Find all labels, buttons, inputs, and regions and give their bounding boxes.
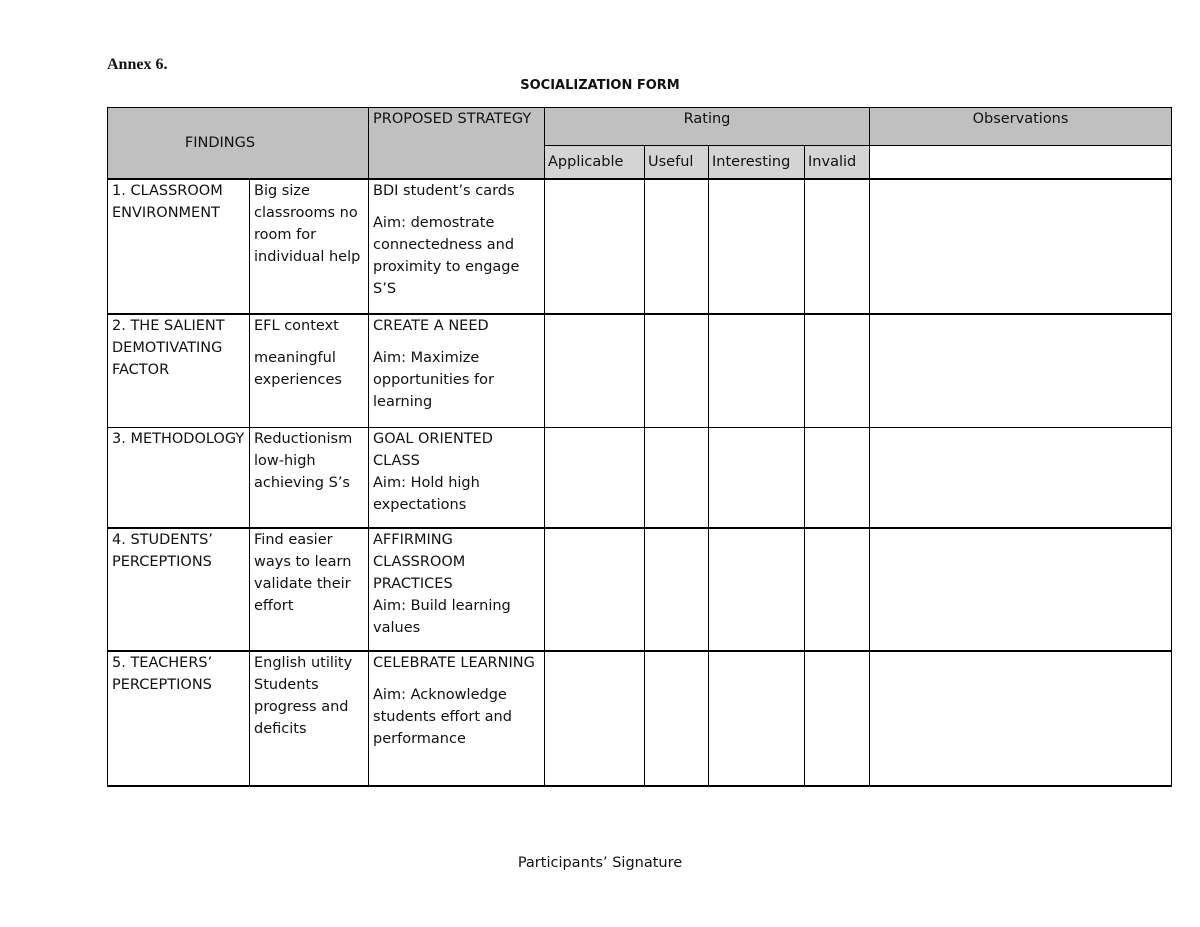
finding-cell: 2. THE SALIENT DEMOTIVATING FACTOR (108, 314, 250, 427)
finding-detail-cell: Find easier ways to learn validate their effort (250, 528, 369, 651)
observations-cell[interactable] (870, 179, 1172, 314)
rating-useful-cell[interactable] (645, 427, 709, 528)
table-row (108, 314, 1172, 427)
finding-cell: 5. TEACHERS’ PERCEPTIONS (108, 651, 250, 786)
findings-header: FINDINGS (108, 108, 369, 180)
rating-interesting-cell[interactable] (709, 314, 805, 427)
form-title: SOCIALIZATION FORM (520, 78, 680, 93)
observations-cell[interactable] (870, 651, 1172, 786)
rating-invalid-cell[interactable] (805, 179, 870, 314)
observations-header: Observations (870, 108, 1172, 146)
finding-detail-cell: Big size classrooms no room for individual help (250, 179, 369, 314)
rating-interesting-cell[interactable] (709, 528, 805, 651)
observations-cell[interactable] (870, 314, 1172, 427)
strategy-cell: AFFIRMING CLASSROOM PRACTICES Aim: Build learning values (369, 528, 545, 651)
finding-cell: 4. STUDENTS’ PERCEPTIONS (108, 528, 250, 651)
strategy-cell: BDI student’s cards Aim: demostrate connectedness and proximity to engage S’S (369, 179, 545, 314)
table-row (108, 651, 1172, 786)
rating-interesting-cell[interactable] (709, 427, 805, 528)
rating-invalid-cell[interactable] (805, 651, 870, 786)
signature-label: Participants’ Signature (517, 855, 683, 871)
rating-useful-cell[interactable] (645, 528, 709, 651)
rating-useful-header: Useful (645, 146, 709, 180)
rating-applicable-cell[interactable] (545, 528, 645, 651)
rating-header: Rating (545, 108, 870, 146)
strategy-cell: GOAL ORIENTED CLASS Aim: Hold high expectations (369, 427, 545, 528)
rating-useful-cell[interactable] (645, 314, 709, 427)
finding-detail-cell: EFL context meaningful experiences (250, 314, 369, 427)
observations-subheader (870, 146, 1172, 180)
rating-applicable-header: Applicable (545, 146, 645, 180)
rating-interesting-cell[interactable] (709, 651, 805, 786)
observations-cell[interactable] (870, 528, 1172, 651)
rating-invalid-cell[interactable] (805, 528, 870, 651)
finding-cell: 1. CLASSROOM ENVIRONMENT (108, 179, 250, 314)
finding-cell: 3. METHODOLOGY (108, 427, 250, 528)
rating-applicable-cell[interactable] (545, 427, 645, 528)
rating-interesting-header: Interesting (709, 146, 805, 180)
finding-detail-cell: English utility Students progress and deficits (250, 651, 369, 786)
strategy-cell: CREATE A NEED Aim: Maximize opportunities for learning (369, 314, 545, 427)
socialization-table (107, 107, 1172, 787)
rating-applicable-cell[interactable] (545, 651, 645, 786)
strategy-header: PROPOSED STRATEGY (369, 108, 545, 180)
table-row (108, 528, 1172, 651)
rating-invalid-cell[interactable] (805, 314, 870, 427)
finding-detail-cell: Reductionism low-high achieving S’s (250, 427, 369, 528)
observations-cell[interactable] (870, 427, 1172, 528)
annex-label: Annex 6. (107, 56, 168, 73)
table-row (108, 179, 1172, 314)
rating-invalid-header: Invalid (805, 146, 870, 180)
rating-useful-cell[interactable] (645, 651, 709, 786)
rating-useful-cell[interactable] (645, 179, 709, 314)
rating-invalid-cell[interactable] (805, 427, 870, 528)
rating-interesting-cell[interactable] (709, 179, 805, 314)
rating-applicable-cell[interactable] (545, 314, 645, 427)
strategy-cell: CELEBRATE LEARNING Aim: Acknowledge students effort and performance (369, 651, 545, 786)
table-row (108, 427, 1172, 528)
rating-applicable-cell[interactable] (545, 179, 645, 314)
